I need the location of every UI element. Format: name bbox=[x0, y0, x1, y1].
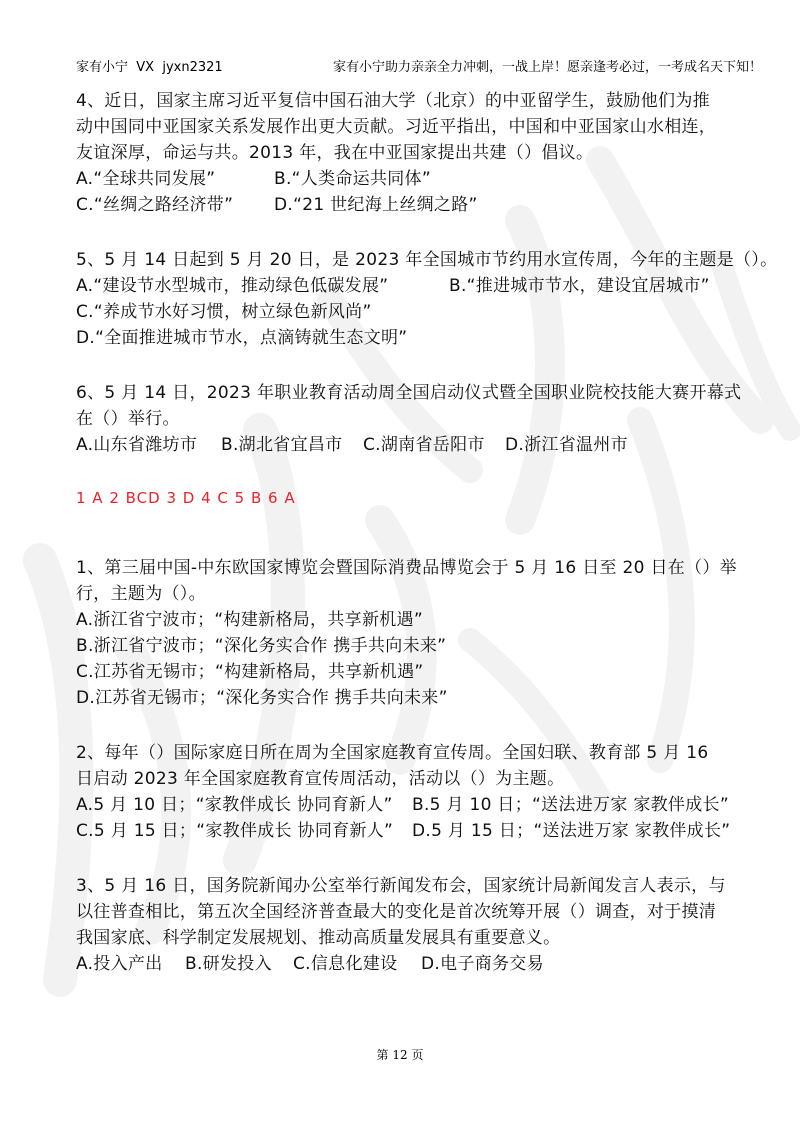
question-6 bbox=[76, 380, 742, 458]
option-d: D.江苏省无锡市；“深化务实合作 携手共向未来” bbox=[76, 688, 448, 708]
option-d: D.“21 世纪海上丝绸之路” bbox=[274, 195, 478, 215]
option-a: A.投入产出 bbox=[76, 954, 163, 974]
option-d: D.电子商务交易 bbox=[421, 954, 544, 974]
question-text: 6、5 月 14 日，2023 年职业教育活动周全国启动仪式暨全国职业院校技能大赛开幕式 bbox=[76, 383, 742, 403]
question-text: 友谊深厚，命运与共。2013 年，我在中亚国家提出共建（）倡议。 bbox=[76, 143, 594, 163]
option-b: B.5 月 10 日；“送法进万家 家教伴成长” bbox=[412, 795, 729, 815]
option-a: A.5 月 10 日；“家教伴成长 协同育新人” bbox=[76, 795, 393, 815]
question-4 bbox=[76, 88, 736, 218]
option-b: B.“人类命运共同体” bbox=[274, 169, 431, 189]
option-c: C.“养成节水好习惯，树立绿色新风尚” bbox=[76, 302, 372, 322]
option-d: D.浙江省温州市 bbox=[505, 435, 628, 455]
option-row bbox=[76, 432, 736, 458]
page-number: 第 12 页 bbox=[376, 1048, 424, 1062]
option-a: A.“建设节水型城市，推动绿色低碳发展” bbox=[76, 276, 389, 296]
option-a: A.山东省潍坊市 bbox=[76, 435, 198, 455]
question-1 bbox=[76, 555, 736, 711]
option-row bbox=[76, 192, 736, 218]
question-3 bbox=[76, 873, 736, 977]
option-c: C.5 月 15 日；“家教伴成长 协同育新人” bbox=[76, 821, 394, 841]
option-a: A.浙江省宁波市；“构建新格局，共享新机遇” bbox=[76, 610, 423, 630]
question-5 bbox=[76, 247, 778, 351]
question-text: 3、5 月 16 日，国务院新闻办公室举行新闻发布会，国家统计局新闻发言人表示，与 bbox=[76, 876, 726, 896]
option-row bbox=[76, 951, 736, 977]
option-b: B.浙江省宁波市；“深化务实合作 携手共向未来” bbox=[76, 636, 447, 656]
option-c: C.江苏省无锡市；“构建新格局，共享新机遇” bbox=[76, 662, 424, 682]
answer-key: 1 A 2 BCD 3 D 4 C 5 B 6 A bbox=[76, 489, 296, 507]
question-text: 动中国同中亚国家关系发展作出更大贡献。习近平指出，中国和中亚国家山水相连， bbox=[76, 117, 717, 137]
option-row bbox=[76, 166, 736, 192]
header-contact: 家有小宁 VX jyxn2321 bbox=[76, 60, 223, 75]
question-text: 1、第三届中国-中东欧国家博览会暨国际消费品博览会于 5 月 16 日至 20 日在（）举 bbox=[76, 558, 737, 578]
question-text: 2、每年（）国际家庭日所在周为全国家庭教育宣传周。全国妇联、教育部 5 月 16 bbox=[76, 743, 709, 763]
option-d: D.5 月 15 日；“送法进万家 家教伴成长” bbox=[412, 821, 731, 841]
option-b: B.湖北省宜昌市 bbox=[221, 435, 343, 455]
option-row bbox=[76, 792, 736, 818]
option-c: C.信息化建设 bbox=[293, 954, 398, 974]
option-c: C.“丝绸之路经济带” bbox=[76, 195, 234, 215]
question-text: 我国家底、科学制定发展规划、推动高质量发展具有重要意义。 bbox=[76, 928, 561, 948]
option-c: C.湖南省岳阳市 bbox=[363, 435, 485, 455]
option-a: A.“全球共同发展” bbox=[76, 169, 216, 189]
question-text: 4、近日，国家主席习近平复信中国石油大学（北京）的中亚留学生，鼓励他们为推 bbox=[76, 91, 710, 111]
option-b: B.研发投入 bbox=[185, 954, 272, 974]
question-text: 5、5 月 14 日起到 5 月 20 日，是 2023 年全国城市节约用水宣传周，今年的主题是（）。 bbox=[76, 250, 778, 270]
question-2 bbox=[76, 740, 736, 844]
option-row bbox=[76, 818, 736, 844]
header-slogan: 家有小宁助力亲亲全力冲刺，一战上岸！愿亲逢考必过，一考成名天下知！ bbox=[332, 60, 762, 75]
question-text: 以往普查相比，第五次全国经济普查最大的变化是首次统筹开展（）调查，对于摸清 bbox=[76, 902, 717, 922]
document-body bbox=[76, 88, 778, 1006]
question-text: 日启动 2023 年全国家庭教育宣传周活动，活动以（）为主题。 bbox=[76, 769, 565, 789]
option-b: B.“推进城市节水，建设宜居城市” bbox=[449, 276, 710, 296]
option-d: D.“全面推进城市节水，点滴铸就生态文明” bbox=[76, 328, 408, 348]
option-row bbox=[76, 273, 736, 299]
question-text: 行，主题为（）。 bbox=[76, 584, 206, 604]
question-text: 在（）举行。 bbox=[76, 409, 180, 429]
